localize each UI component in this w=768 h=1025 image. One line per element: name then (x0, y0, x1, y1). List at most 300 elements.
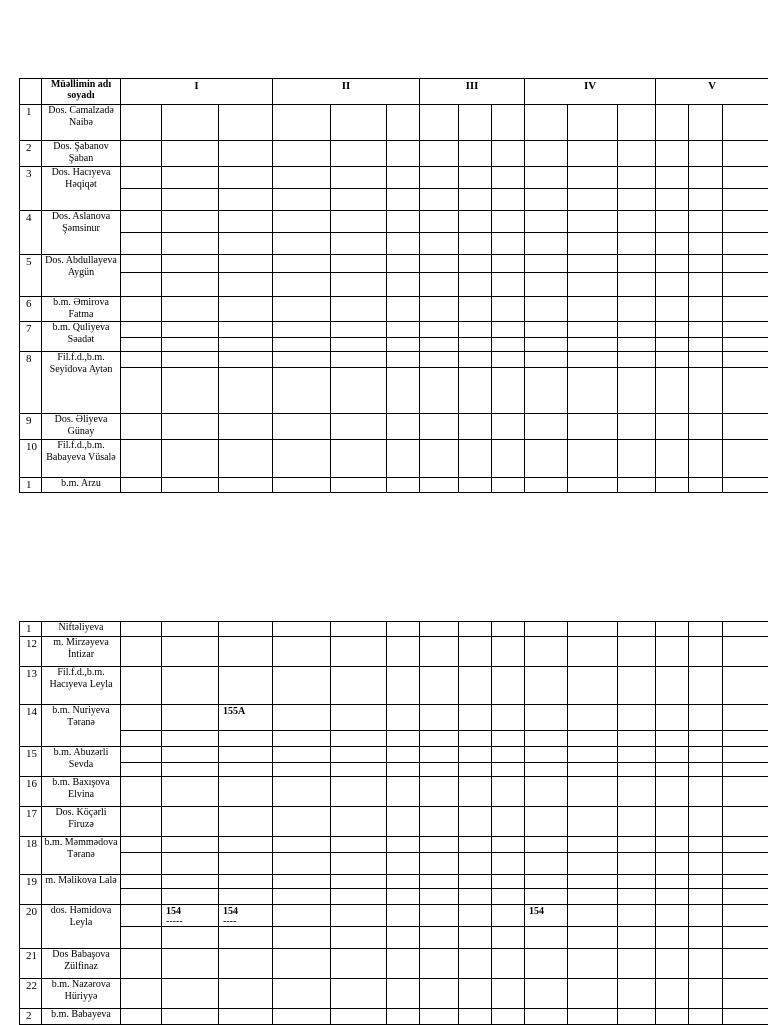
schedule-cell (420, 875, 459, 889)
schedule-cell (689, 979, 723, 1009)
schedule-cell (492, 338, 525, 352)
schedule-cell (459, 255, 492, 273)
schedule-cell (618, 167, 656, 189)
schedule-cell (689, 233, 723, 255)
schedule-cell (492, 440, 525, 478)
schedule-cell (723, 338, 768, 352)
schedule-cell (331, 368, 387, 414)
schedule-cell (525, 211, 568, 233)
schedule-cell (331, 705, 387, 731)
schedule-cell (656, 440, 689, 478)
schedule-cell (459, 731, 492, 747)
schedule-cell (420, 667, 459, 705)
schedule-cell (492, 189, 525, 211)
schedule-cell (689, 637, 723, 667)
schedule-cell (723, 747, 768, 763)
table-row (20, 705, 768, 731)
teacher-name: b.m. Babayeva (42, 1009, 121, 1025)
schedule-cell (723, 255, 768, 273)
table-row (20, 189, 768, 211)
schedule-cell (387, 105, 420, 141)
schedule-cell (219, 763, 273, 777)
schedule-cell (420, 747, 459, 763)
schedule-cell (420, 414, 459, 440)
schedule-cell (689, 667, 723, 705)
row-number: 10 (20, 440, 42, 478)
schedule-cell (723, 189, 768, 211)
schedule-cell (273, 927, 331, 949)
table-row (20, 927, 768, 949)
schedule-cell (568, 414, 618, 440)
schedule-cell (723, 141, 768, 167)
schedule-cell (689, 478, 723, 493)
schedule-cell (689, 622, 723, 637)
schedule-cell (420, 1009, 459, 1025)
schedule-cell (618, 979, 656, 1009)
schedule-cell (689, 837, 723, 853)
schedule-cell (162, 622, 219, 637)
schedule-cell (420, 255, 459, 273)
schedule-cell (723, 905, 768, 927)
schedule-cell (723, 167, 768, 189)
schedule-cell (525, 837, 568, 853)
schedule-cell (568, 731, 618, 747)
schedule-cell (618, 211, 656, 233)
schedule-cell (273, 368, 331, 414)
schedule-cell (689, 414, 723, 440)
schedule-cell (273, 777, 331, 807)
schedule-cell (162, 777, 219, 807)
schedule-cell (723, 637, 768, 667)
table-row (20, 352, 768, 368)
row-number: 2 (20, 1009, 42, 1025)
schedule-cell (420, 705, 459, 731)
schedule-cell (568, 807, 618, 837)
schedule-cell (331, 478, 387, 493)
schedule-cell (387, 777, 420, 807)
schedule-cell (459, 763, 492, 777)
schedule-cell (387, 141, 420, 167)
schedule-cell (689, 889, 723, 905)
schedule-cell (420, 927, 459, 949)
schedule-cell (525, 637, 568, 667)
schedule-cell (568, 189, 618, 211)
schedule-cell (331, 837, 387, 853)
schedule-cell (492, 478, 525, 493)
row-number: 4 (20, 211, 42, 255)
schedule-cell (387, 1009, 420, 1025)
row-number: 14 (20, 705, 42, 747)
table-row (20, 338, 768, 352)
teacher-name: Fil.f.d.,b.m. Babayeva Vüsalə (42, 440, 121, 478)
row-number: 2 (20, 141, 42, 167)
schedule-cell (219, 211, 273, 233)
schedule-cell (387, 255, 420, 273)
schedule-cell (121, 352, 162, 368)
cell-dash: ---- (223, 917, 272, 926)
teacher-name: dos. Həmidova Leyla (42, 905, 121, 949)
schedule-cell (618, 338, 656, 352)
schedule-cell (618, 667, 656, 705)
schedule-cell (568, 167, 618, 189)
header-row (20, 79, 768, 105)
schedule-cell (618, 440, 656, 478)
schedule-cell (568, 889, 618, 905)
header-day-2: II (273, 79, 420, 105)
schedule-cell (459, 705, 492, 731)
schedule-cell (656, 837, 689, 853)
schedule-cell (387, 322, 420, 338)
schedule-cell (219, 352, 273, 368)
room-number: 154 (529, 906, 544, 917)
schedule-cell (492, 777, 525, 807)
table-row (20, 889, 768, 905)
schedule-cell (162, 837, 219, 853)
schedule-cell (689, 731, 723, 747)
schedule-cell (273, 705, 331, 731)
schedule-cell (689, 167, 723, 189)
teacher-name: Dos. Şabanov Şaban (42, 141, 121, 167)
schedule-cell (219, 368, 273, 414)
schedule-cell (331, 979, 387, 1009)
schedule-cell (387, 889, 420, 905)
schedule-cell (273, 1009, 331, 1025)
schedule-cell (492, 889, 525, 905)
schedule-cell (420, 853, 459, 875)
schedule-cell (723, 440, 768, 478)
schedule-cell (525, 368, 568, 414)
schedule-cell (273, 297, 331, 322)
schedule-cell (459, 927, 492, 949)
schedule-cell (162, 927, 219, 949)
schedule-cell (492, 979, 525, 1009)
schedule-cell (492, 949, 525, 979)
teacher-name: b.m. Quliyeva Səadət (42, 322, 121, 352)
schedule-cell (420, 731, 459, 747)
schedule-cell (331, 637, 387, 667)
table-row (20, 233, 768, 255)
schedule-cell (618, 705, 656, 731)
schedule-cell (420, 440, 459, 478)
schedule-cell (273, 747, 331, 763)
schedule-cell (162, 979, 219, 1009)
schedule-cell (525, 141, 568, 167)
schedule-cell (273, 189, 331, 211)
row-number: 6 (20, 297, 42, 322)
schedule-cell (459, 853, 492, 875)
schedule-cell (492, 837, 525, 853)
table-row (20, 167, 768, 189)
schedule-cell (121, 338, 162, 352)
schedule-cell (492, 927, 525, 949)
schedule-cell (331, 905, 387, 927)
schedule-cell (273, 211, 331, 233)
teacher-name: b.m. Abuzərli Sevda (42, 747, 121, 777)
schedule-cell (689, 338, 723, 352)
schedule-cell (459, 338, 492, 352)
schedule-cell (162, 949, 219, 979)
schedule-cell (656, 705, 689, 731)
schedule-cell (689, 440, 723, 478)
schedule-cell (689, 875, 723, 889)
schedule-cell (525, 777, 568, 807)
teacher-name: b.m. Arzu (42, 478, 121, 493)
teacher-name: m. Məlikova Lalə (42, 875, 121, 905)
schedule-cell (459, 747, 492, 763)
schedule-cell (459, 440, 492, 478)
schedule-cell (273, 255, 331, 273)
schedule-cell (568, 927, 618, 949)
schedule-cell (420, 105, 459, 141)
schedule-cell (331, 167, 387, 189)
schedule-cell (618, 837, 656, 853)
schedule-cell (331, 927, 387, 949)
schedule-cell (525, 747, 568, 763)
schedule-cell (420, 949, 459, 979)
schedule-cell (723, 1009, 768, 1025)
schedule-cell (568, 141, 618, 167)
schedule-cell (723, 837, 768, 853)
schedule-cell (162, 414, 219, 440)
schedule-cell (525, 927, 568, 949)
schedule-cell (331, 853, 387, 875)
schedule-cell (162, 273, 219, 297)
schedule-cell (618, 255, 656, 273)
schedule-cell (162, 105, 219, 141)
schedule-cell (568, 211, 618, 233)
schedule-cell (219, 705, 273, 731)
table-row (20, 105, 768, 141)
schedule-cell (387, 167, 420, 189)
schedule-cell (723, 763, 768, 777)
teacher-name: Niftəliyeva (42, 622, 121, 637)
schedule-cell (121, 478, 162, 493)
schedule-cell (420, 637, 459, 667)
schedule-cell (273, 889, 331, 905)
schedule-cell (723, 622, 768, 637)
schedule-cell (525, 440, 568, 478)
schedule-cell (121, 189, 162, 211)
teacher-name: b.m. Məmmədova Təranə (42, 837, 121, 875)
teacher-name: b.m. Nazərova Hüriyyə (42, 979, 121, 1009)
schedule-cell (219, 637, 273, 667)
schedule-cell (387, 667, 420, 705)
schedule-cell (656, 368, 689, 414)
schedule-cell (121, 777, 162, 807)
row-number: 7 (20, 322, 42, 352)
schedule-cell (162, 440, 219, 478)
schedule-cell (618, 889, 656, 905)
schedule-cell (273, 667, 331, 705)
schedule-cell (121, 705, 162, 731)
schedule-cell (525, 273, 568, 297)
schedule-cell (568, 352, 618, 368)
schedule-cell (525, 853, 568, 875)
schedule-cell (121, 747, 162, 763)
schedule-cell (618, 731, 656, 747)
schedule-cell (273, 837, 331, 853)
table-row (20, 777, 768, 807)
row-number: 17 (20, 807, 42, 837)
schedule-cell (219, 233, 273, 255)
schedule-cell (219, 141, 273, 167)
schedule-cell (162, 233, 219, 255)
schedule-cell (219, 440, 273, 478)
schedule-cell (387, 368, 420, 414)
schedule-cell (689, 322, 723, 338)
schedule-cell (459, 622, 492, 637)
table-row (20, 322, 768, 338)
row-number: 13 (20, 667, 42, 705)
schedule-cell (656, 905, 689, 927)
schedule-cell (121, 763, 162, 777)
schedule-cell (219, 889, 273, 905)
schedule-cell (219, 622, 273, 637)
schedule-cell (273, 273, 331, 297)
schedule-cell (219, 853, 273, 875)
schedule-cell (525, 338, 568, 352)
schedule-cell (723, 875, 768, 889)
schedule-cell (656, 927, 689, 949)
schedule-cell (656, 211, 689, 233)
schedule-cell (273, 637, 331, 667)
table-row (20, 255, 768, 273)
teacher-name: Dos. Köçərli Firuzə (42, 807, 121, 837)
teacher-name: m. Mirzəyeva İntizar (42, 637, 121, 667)
schedule-cell (387, 705, 420, 731)
schedule-cell (387, 731, 420, 747)
schedule-cell (121, 853, 162, 875)
schedule-cell (723, 777, 768, 807)
schedule-cell (459, 273, 492, 297)
schedule-cell (121, 322, 162, 338)
schedule-cell (331, 1009, 387, 1025)
schedule-cell (656, 105, 689, 141)
schedule-cell (331, 233, 387, 255)
schedule-cell (387, 763, 420, 777)
schedule-cell (723, 853, 768, 875)
teacher-name: Dos. Aslanova Şəmsinur (42, 211, 121, 255)
schedule-cell (689, 949, 723, 979)
schedule-cell (492, 1009, 525, 1025)
schedule-cell (219, 807, 273, 837)
schedule-cell (219, 297, 273, 322)
schedule-cell (420, 807, 459, 837)
schedule-cell (492, 233, 525, 255)
schedule-cell (689, 905, 723, 927)
schedule-cell (420, 141, 459, 167)
table-row (20, 297, 768, 322)
schedule-cell (723, 352, 768, 368)
schedule-cell (656, 807, 689, 837)
schedule-cell (459, 637, 492, 667)
schedule-cell (723, 233, 768, 255)
schedule-cell (618, 777, 656, 807)
row-number: 21 (20, 949, 42, 979)
schedule-cell (273, 338, 331, 352)
schedule-cell (568, 322, 618, 338)
schedule-cell (656, 141, 689, 167)
schedule-cell (331, 255, 387, 273)
schedule-cell (219, 731, 273, 747)
schedule-cell (568, 667, 618, 705)
schedule-cell (618, 141, 656, 167)
schedule-cell (121, 949, 162, 979)
schedule-cell (656, 414, 689, 440)
schedule-cell (331, 889, 387, 905)
schedule-cell (689, 853, 723, 875)
table-row (20, 478, 768, 493)
schedule-cell (121, 297, 162, 322)
schedule-cell (656, 1009, 689, 1025)
schedule-cell (420, 167, 459, 189)
schedule-cell (689, 763, 723, 777)
schedule-cell (568, 478, 618, 493)
schedule-cell (656, 322, 689, 338)
schedule-cell (331, 322, 387, 338)
schedule-cell (525, 622, 568, 637)
schedule-cell (689, 807, 723, 837)
schedule-cell (656, 622, 689, 637)
schedule-cell (219, 478, 273, 493)
schedule-cell (387, 273, 420, 297)
schedule-cell (219, 1009, 273, 1025)
schedule-cell (459, 352, 492, 368)
schedule-cell (331, 807, 387, 837)
schedule-cell (387, 478, 420, 493)
schedule-table-top (19, 78, 768, 493)
schedule-cell (459, 807, 492, 837)
schedule-cell (219, 414, 273, 440)
schedule-cell (459, 905, 492, 927)
schedule-cell (525, 1009, 568, 1025)
schedule-cell (568, 637, 618, 667)
schedule-cell (273, 875, 331, 889)
teacher-name: b.m. Nuriyeva Təranə (42, 705, 121, 747)
table-row (20, 273, 768, 297)
schedule-cell (525, 875, 568, 889)
schedule-cell (331, 777, 387, 807)
schedule-cell (420, 233, 459, 255)
teacher-name: Fil.f.d.,b.m. Hacıyeva Leyla (42, 667, 121, 705)
schedule-cell (420, 211, 459, 233)
schedule-cell (568, 105, 618, 141)
teacher-name: Dos Babaşova Zülfinaz (42, 949, 121, 979)
schedule-cell (121, 637, 162, 667)
schedule-cell (162, 731, 219, 747)
schedule-cell (387, 949, 420, 979)
schedule-cell (121, 807, 162, 837)
schedule-cell (723, 807, 768, 837)
room-number: 155A (223, 706, 245, 717)
schedule-cell (331, 731, 387, 747)
schedule-cell (568, 705, 618, 731)
schedule-cell (723, 105, 768, 141)
row-number: 16 (20, 777, 42, 807)
schedule-cell (492, 255, 525, 273)
schedule-cell (656, 352, 689, 368)
schedule-cell (459, 297, 492, 322)
schedule-cell (656, 667, 689, 705)
schedule-cell (162, 211, 219, 233)
schedule-cell (219, 667, 273, 705)
schedule-cell (618, 747, 656, 763)
schedule-cell (618, 368, 656, 414)
row-number: 8 (20, 352, 42, 414)
schedule-cell (420, 622, 459, 637)
schedule-cell (723, 414, 768, 440)
table-row (20, 667, 768, 705)
